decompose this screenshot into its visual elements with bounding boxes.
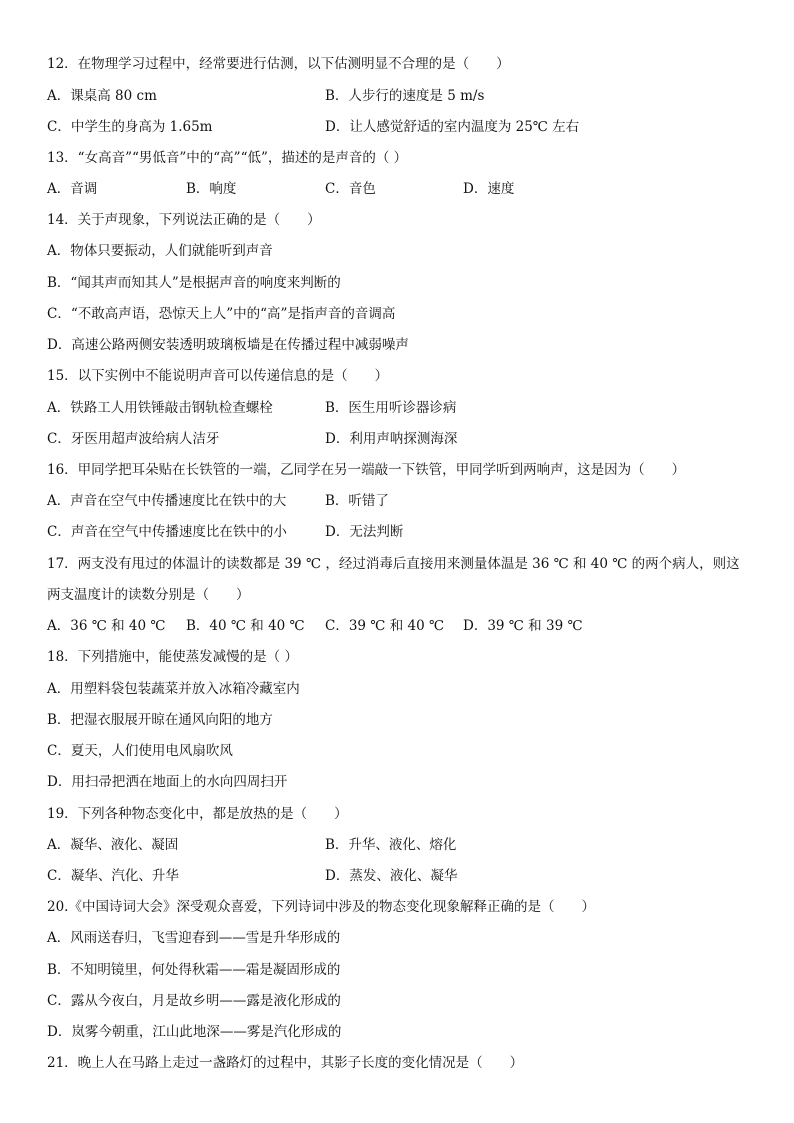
- q15-option-d: D．利用声呐探测海深: [325, 431, 458, 447]
- q19-option-b: B．升华、液化、熔化: [325, 837, 457, 853]
- q17-stem-line2: 两支温度计的读数分别是（ ）: [47, 587, 250, 603]
- q17-option-b: B．40 ℃ 和 40 ℃: [186, 618, 305, 634]
- q12-option-c: C．中学生的身高为 1.65m: [47, 119, 213, 135]
- q19-option-a: A．凝华、液化、凝固: [47, 837, 179, 853]
- q13-option-b: B．响度: [186, 181, 237, 197]
- q21-stem: 21．晚上人在马路上走过一盏路灯的过程中，其影子长度的变化情况是（ ）: [47, 1055, 524, 1071]
- q12-option-b: B．人步行的速度是 5 m/s: [325, 88, 485, 104]
- q20-option-c: C．露从今夜白，月是故乡明——露是液化形成的: [47, 993, 341, 1009]
- q15-option-a: A．铁路工人用铁锤敲击钢轨检查螺栓: [47, 400, 273, 416]
- q16-option-a: A．声音在空气中传播速度比在铁中的大: [47, 493, 287, 509]
- q16-stem: 16．甲同学把耳朵贴在长铁管的一端，乙同学在另一端敲一下铁管，甲同学听到两响声，这是因为（ ）: [47, 462, 686, 478]
- q13-option-d: D．速度: [463, 181, 515, 197]
- q12-stem: 12．在物理学习过程中，经常要进行估测，以下估测明显不合理的是（ ）: [47, 56, 510, 72]
- q17-option-a: A．36 ℃ 和 40 ℃: [47, 618, 166, 634]
- q17-option-c: C．39 ℃ 和 40 ℃: [325, 618, 445, 634]
- q18-option-c: C．夏天，人们使用电风扇吹风: [47, 743, 233, 759]
- q20-option-d: D．岚雾今朝重，江山此地深——雾是汽化形成的: [47, 1024, 342, 1040]
- q13-stem: 13．“女高音”“男低音”中的“高”“低”，描述的是声音的（ ）: [47, 150, 408, 166]
- q16-option-b: B．听错了: [325, 493, 389, 509]
- q20-option-b: B．不知明镜里，何处得秋霜——霜是凝固形成的: [47, 962, 341, 978]
- q17-option-d: D．39 ℃ 和 39 ℃: [463, 618, 583, 634]
- q14-option-c: C．“不敢高声语，恐惊天上人”中的“高”是指声音的音调高: [47, 306, 396, 322]
- q14-stem: 14．关于声现象，下列说法正确的是（ ）: [47, 212, 321, 228]
- q13-option-c: C．音色: [325, 181, 376, 197]
- q15-option-b: B．医生用听诊器诊病: [325, 400, 457, 416]
- q20-option-a: A．风雨送春归，飞雪迎春到——雪是升华形成的: [47, 930, 341, 946]
- q16-option-c: C．声音在空气中传播速度比在铁中的小: [47, 524, 287, 540]
- q19-option-c: C．凝华、汽化、升华: [47, 868, 179, 884]
- q15-option-c: C．牙医用超声波给病人洁牙: [47, 431, 220, 447]
- q15-stem: 15．以下实例中不能说明声音可以传递信息的是（ ）: [47, 368, 389, 384]
- q18-stem: 18．下列措施中，能使蒸发减慢的是（ ）: [47, 649, 298, 665]
- q19-option-d: D．蒸发、液化、凝华: [325, 868, 458, 884]
- q12-option-d: D．让人感觉舒适的室内温度为 25℃ 左右: [325, 119, 580, 135]
- q16-option-d: D．无法判断: [325, 524, 404, 540]
- q12-option-a: A．课桌高 80 cm: [47, 88, 157, 104]
- q14-option-a: A．物体只要振动，人们就能听到声音: [47, 243, 273, 259]
- q19-stem: 19．下列各种物态变化中，都是放热的是（ ）: [47, 806, 348, 822]
- q18-option-d: D．用扫帚把洒在地面上的水向四周扫开: [47, 774, 288, 790]
- q14-option-b: B．“闻其声而知其人”是根据声音的响度来判断的: [47, 275, 341, 291]
- q20-stem: 20.《中国诗词大会》深受观众喜爱，下列诗词中涉及的物态变化现象解释正确的是（ ）: [47, 899, 595, 915]
- q13-option-a: A．音调: [47, 181, 98, 197]
- q14-option-d: D．高速公路两侧安装透明玻璃板墙是在传播过程中减弱噪声: [47, 337, 409, 353]
- q18-option-b: B．把湿衣服展开晾在通风向阳的地方: [47, 712, 273, 728]
- q17-stem-line1: 17．两支没有甩过的体温计的读数都是 39 ℃ ，经过消毒后直接用来测量体温是 36 ℃ 和 40 ℃ 的两个病人，则这: [47, 556, 740, 572]
- q18-option-a: A．用塑料袋包装蔬菜并放入冰箱冷藏室内: [47, 681, 300, 697]
